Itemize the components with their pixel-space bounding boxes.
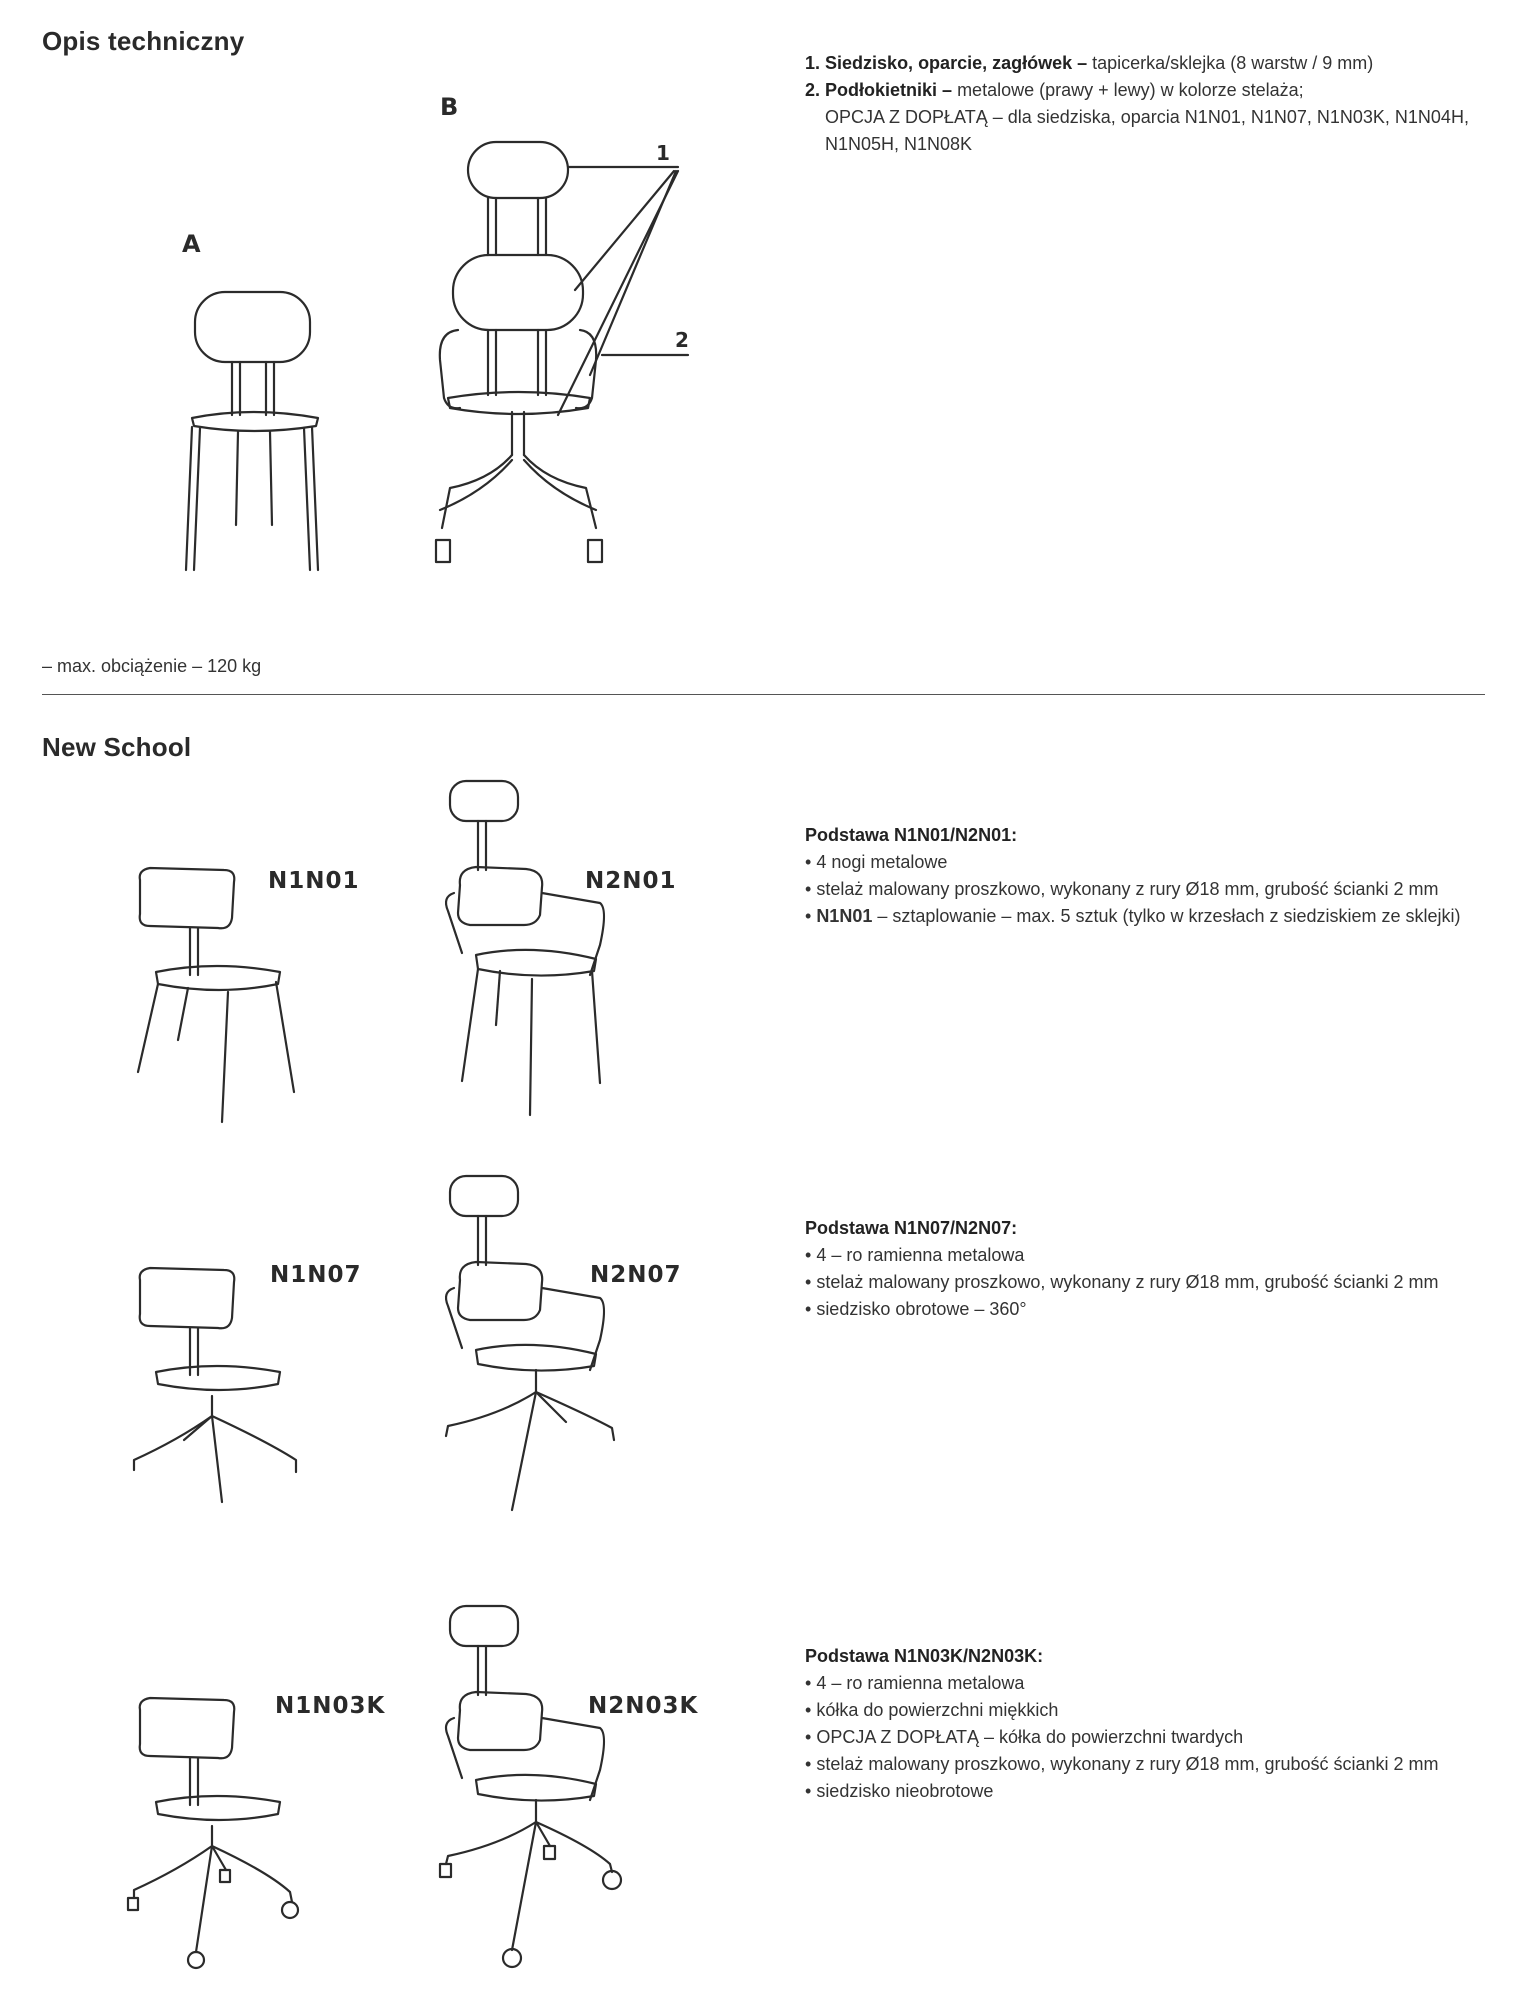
load-note: – max. obciążenie – 120 kg [42, 656, 262, 676]
spec-option-line: N1N05H, N1N08K [825, 134, 973, 154]
model-label: N2N03K [588, 1693, 699, 1719]
spec-list [805, 50, 1505, 158]
callout-lines [570, 155, 700, 425]
diagram-label-a: A [182, 230, 201, 258]
model-label: N1N07 [270, 1262, 362, 1288]
spec-item: 1. Siedzisko, oparcie, zagłówek – tapicerka/sklejka (8 warstw / 9 mm) [805, 53, 1374, 73]
chair-n2n01-drawing [440, 775, 640, 1135]
section-title-technical: Opis techniczny [42, 26, 245, 56]
section-title-collection: New School [42, 732, 192, 762]
callout-number-2: 2 [675, 328, 689, 352]
model-label: N2N01 [585, 868, 677, 894]
chair-n2n03k-drawing [440, 1600, 640, 1980]
chair-n1n03k-drawing [128, 1690, 318, 1980]
callout-number-1: 1 [656, 141, 670, 165]
chair-n1n01-drawing [128, 860, 308, 1130]
model-label: N1N03K [275, 1693, 386, 1719]
chair-n1n07-drawing [128, 1260, 308, 1520]
model-label: N2N07 [590, 1262, 682, 1288]
model-description: Podstawa N1N03K/N2N03K: • 4 – ro ramienna metalowa • kółka do powierzchni miękkich • OPCJA Z DOPŁATĄ – kółka do powierzchni twardych • stelaż malowany proszkowo, wykonany z rury Ø18 mm, grubość ścianki 2 mm • siedzisko nieobrotowe [805, 1643, 1485, 1805]
section-divider [42, 694, 1485, 695]
model-description: Podstawa N1N07/N2N07: • 4 – ro ramienna metalowa • stelaż malowany proszkowo, wykonany z rury Ø18 mm, grubość ścianki 2 mm • siedzisko obrotowe – 360° [805, 1215, 1485, 1323]
model-description: Podstawa N1N01/N2N01: • 4 nogi metalowe • stelaż malowany proszkowo, wykonany z rury Ø18 mm, grubość ścianki 2 mm • N1N01 – sztaplowanie – max. 5 sztuk (tylko w krzesłach z siedziskiem ze sklejki) [805, 822, 1485, 930]
spec-option-line: OPCJA Z DOPŁATĄ – dla siedziska, oparcia N1N01, N1N07, N1N03K, N1N04H, [825, 107, 1469, 127]
model-label: N1N01 [268, 868, 360, 894]
spec-item: 2. Podłokietniki – metalowe (prawy + lewy) w kolorze stelaża; [805, 80, 1304, 100]
chair-a-drawing [170, 280, 360, 580]
diagram-label-b: B [440, 93, 459, 121]
chair-n2n07-drawing [440, 1170, 640, 1520]
